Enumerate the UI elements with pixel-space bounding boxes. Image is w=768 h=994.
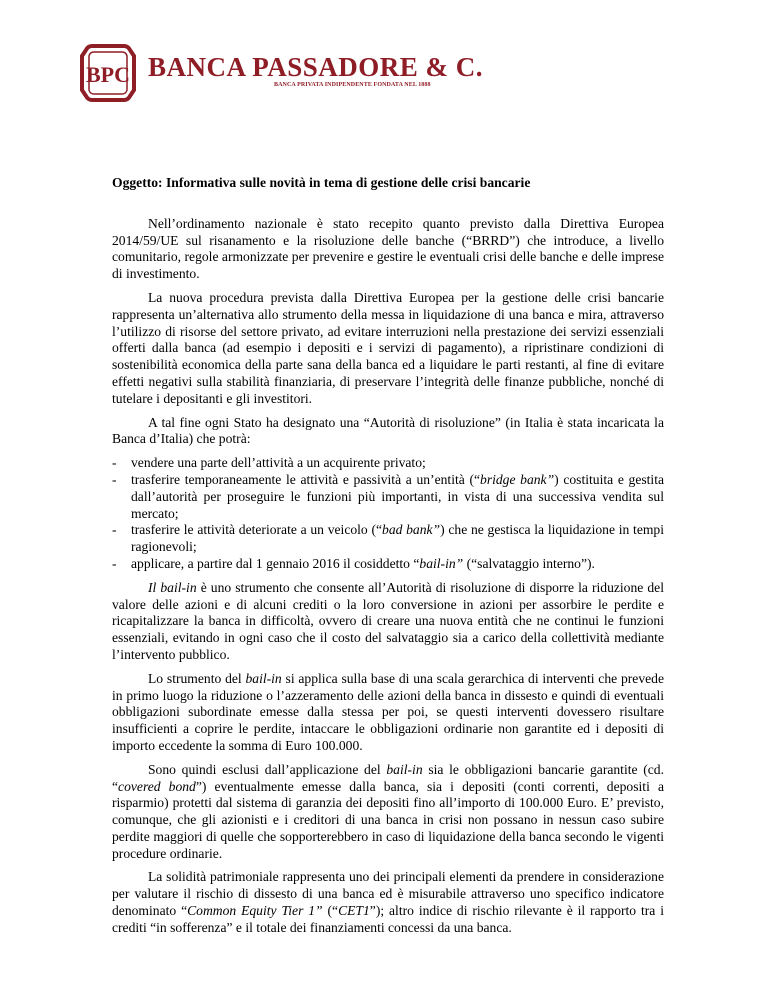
bullet-marker: -	[112, 471, 117, 487]
paragraph-text: si applica sulla base di una scala gerarchica di interventi che prevede in primo luogo la riduzione o l’azzeramento delle azioni della banca in dissesto e quindi di eventuali obbligazioni subordinate emesse dalla stessa per poi, se questi interventi dovessero risultare insufficienti a coprire le perdite, intaccare le obbligazioni ordinarie non garantite ed i depositi di importo eccedente la somma di Euro 100.000.	[112, 670, 664, 753]
list-item-text: ) che ne gestisca la liquidazione in tempi ragionevoli;	[131, 522, 664, 555]
list-item-text: ) costituita e gestita dall’autorità per proseguire le funzioni più importanti, in vista di una successiva vendita sul mercato;	[131, 471, 665, 521]
letter-body	[112, 175, 664, 944]
bullet-marker: -	[112, 522, 117, 538]
paragraph-1: Nell’ordinamento nazionale è stato recepito quanto previsto dalla Direttiva Europea 2014/59/UE sul risanamento e la risoluzione delle banche (“BRRD”) che introduce, a livello comunitario, regole armonizzate per prevenire e gestire le eventuali crisi delle banche e delle imprese di investimento.	[112, 215, 664, 282]
paragraph-text: ”); altro indice di rischio rilevante è il rapporto tra i crediti “in sofferenza” e il totale dei finanziamenti concessi da una banca.	[112, 903, 664, 935]
paragraph-text: è uno strumento che consente all’Autorità di risoluzione di disporre la riduzione del valore delle azioni e di alcuni crediti o la loro conversione in azioni per assorbire le perdite e ricapitalizzare la banca in difficoltà, ovvero di creare una nuova entità che ne continui le funzioni essenziali, evitando in ogni caso che il costo del salvataggio sia a carico della collettività mediante l’intervento pubblico.	[112, 579, 664, 662]
paragraph-text: Sono quindi esclusi dall’applicazione del	[148, 761, 387, 777]
list-item-emphasis: bridge bank”	[480, 471, 555, 487]
letterhead	[78, 42, 698, 102]
list-item	[112, 522, 664, 556]
bullet-marker: -	[112, 555, 117, 571]
paragraph-text: La solidità patrimoniale rappresenta uno dei principali elementi da prendere in considerazione per valutare il rischio di dissesto di una banca ed è misurabile attraverso uno specifico indicatore denominato “	[112, 869, 664, 919]
list-item	[112, 472, 664, 522]
bullet-marker: -	[112, 455, 117, 471]
paragraph-text: ”) eventualmente emesse dalla banca, sia i depositi (conti correnti, depositi a risparmio) protetti dal sistema di garanzia dei depositi fino all’importo di 100.000 Euro. E’ previsto, comunque, che gli azionisti e i creditori di una banca in crisi non possano in nessun caso subire perdite maggiori di quelle che sopporterebbero in caso di liquidazione della banca secondo le vigenti procedure ordinarie.	[112, 778, 664, 861]
paragraph-4	[112, 580, 664, 664]
bank-logo-icon	[78, 42, 138, 104]
list-item-text: applicare, a partire dal 1 gennaio 2016 il cosiddetto “	[131, 555, 420, 571]
subject-text: Informativa sulle novità in tema di gestione delle crisi bancarie	[166, 175, 531, 190]
list-item-text: (“salvataggio interno”).	[463, 555, 595, 571]
subject-label: Oggetto:	[112, 175, 163, 190]
logo-letters: BPC	[86, 62, 130, 87]
paragraph-text: sia le obbligazioni bancarie garantite (cd. “	[112, 761, 664, 794]
paragraph-emphasis: bail-in	[245, 670, 282, 686]
resolution-powers-list	[112, 455, 664, 573]
bank-tagline: BANCA PRIVATA INDIPENDENTE FONDATA NEL 1888	[274, 82, 431, 88]
subject-line	[112, 175, 664, 192]
paragraph-emphasis: bail-in	[386, 761, 423, 777]
paragraph-2: La nuova procedura prevista dalla Direttiva Europea per la gestione delle crisi bancarie rappresenta un’alternativa allo strumento della messa in liquidazione di una banca e mira, attraverso l’utilizzo di risorse del settore privato, ad evitare interruzioni nella prestazione dei servizi essenziali offerti dalla banca (ad esempio i depositi e i servizi di pagamento), a ripristinare condizioni di sostenibilità economica della parte sana della banca ed a liquidare le parti restanti, al fine di evitare effetti negativi sulla stabilità finanziaria, di preservare l’integrità delle finanze pubbliche, nonché di tutelare i depositanti e gli investitori.	[112, 289, 664, 406]
bank-name: BANCA PASSADORE & C.	[148, 52, 484, 82]
list-item	[112, 556, 664, 573]
paragraph-emphasis: CET1	[338, 903, 370, 919]
paragraph-text: Lo strumento del	[148, 670, 246, 686]
paragraph-6	[112, 762, 664, 863]
paragraph-text: (“	[322, 903, 339, 919]
list-item-emphasis: bail-in”	[419, 555, 464, 571]
list-item-text: trasferire temporaneamente le attività e passività a un’entità (“	[131, 471, 481, 487]
paragraph-3: A tal fine ogni Stato ha designato una “Autorità di risoluzione” (in Italia è stata incaricata la Banca d’Italia) che potrà:	[112, 414, 664, 447]
paragraph-emphasis: Common Equity Tier 1”	[187, 903, 323, 919]
list-item-text: vendere una parte dell’attività a un acquirente privato;	[131, 455, 426, 471]
list-item-emphasis: bad bank”	[382, 522, 441, 538]
paragraph-5	[112, 671, 664, 755]
paragraph-emphasis: Il bail-in	[148, 579, 197, 595]
list-item	[112, 455, 664, 472]
paragraph-7	[112, 869, 664, 936]
paragraph-emphasis: covered bond	[118, 778, 196, 794]
list-item-text: trasferire le attività deteriorate a un veicolo (“	[131, 522, 383, 538]
